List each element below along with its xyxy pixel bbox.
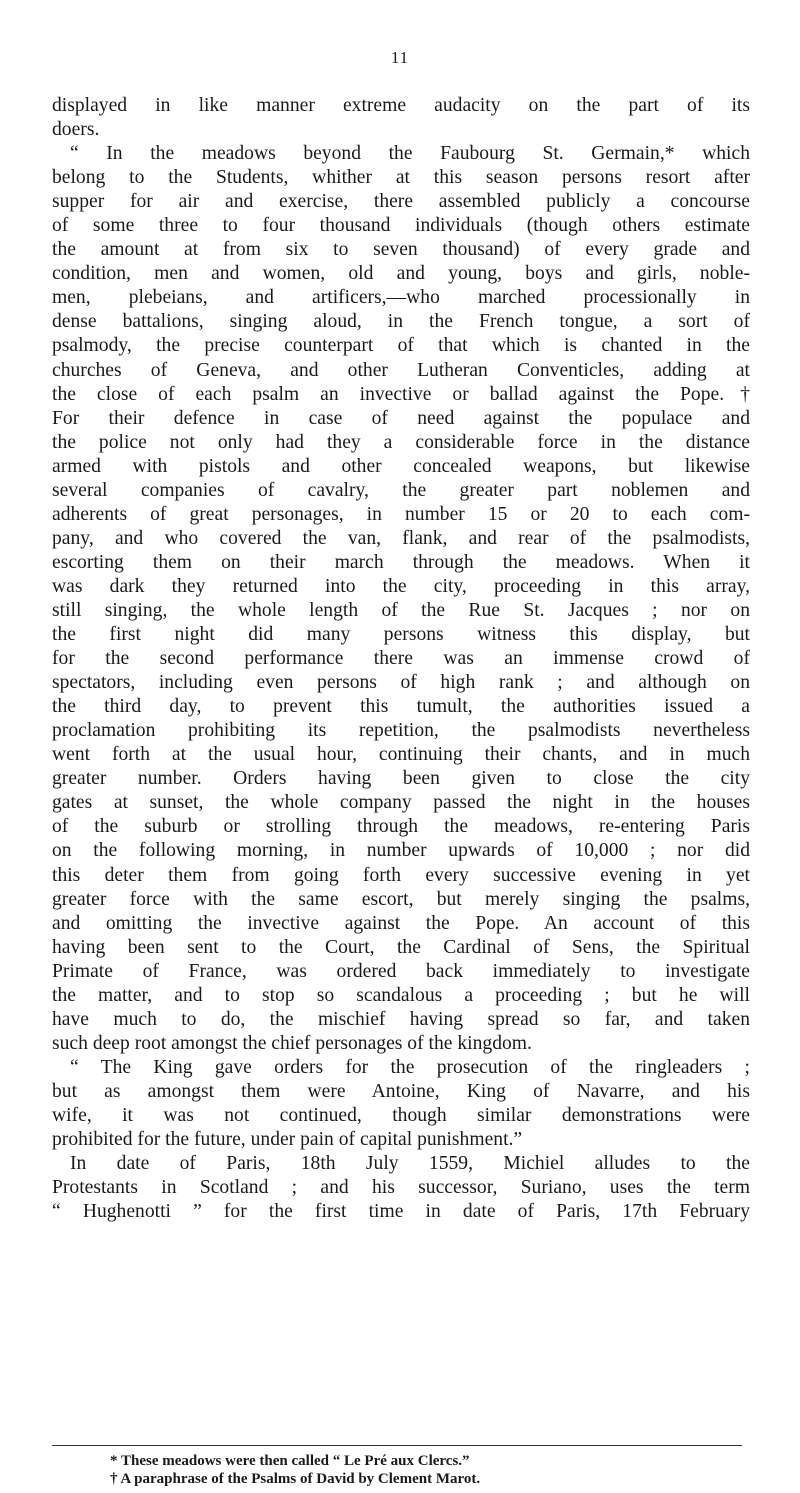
text-line: went forth at the usual hour, continuing their chants, and in much xyxy=(52,744,750,766)
text-line: “ In the meadows beyond the Faubourg St. Germain,* which xyxy=(70,143,750,165)
text-line: proclamation prohibiting its repetition, the psalmodists nevertheless xyxy=(52,720,750,742)
text-line: “ Hughenotti ” for the first time in date of Paris, 17th February xyxy=(52,1201,750,1223)
text-line: the amount at from six to seven thousand) of every grade and xyxy=(52,239,750,261)
text-line: having been sent to the Court, the Cardinal of Sens, the Spiritual xyxy=(52,936,750,958)
text-line: pany, and who covered the van, flank, and rear of the psalmodists, xyxy=(52,527,750,549)
text-line: prohibited for the future, under pain of capital punishment.” xyxy=(52,1129,523,1151)
text-line: of some three to four thousand individuals (though others estimate xyxy=(52,215,750,237)
text-line: condition, men and women, old and young, boys and girls, noble- xyxy=(52,263,750,285)
text-line: still singing, the whole length of the Rue St. Jacques ; nor on xyxy=(52,599,750,621)
text-line: gates at sunset, the whole company passed the night in the houses xyxy=(52,792,750,814)
text-line: Primate of France, was ordered back immediately to investigate xyxy=(52,960,750,982)
text-line: Protestants in Scotland ; and his successor, Suriano, uses the term xyxy=(52,1177,750,1199)
text-line: churches of Geneva, and other Lutheran Conventicles, adding at xyxy=(52,359,750,381)
body-text xyxy=(52,94,750,1224)
text-line: men, plebeians, and artificers,—who marched processionally in xyxy=(52,287,750,309)
text-line: on the following morning, in number upwards of 10,000 ; nor did xyxy=(52,840,750,862)
text-line: dense battalions, singing aloud, in the French tongue, a sort of xyxy=(52,311,750,333)
text-line: the matter, and to stop so scandalous a proceeding ; but he will xyxy=(52,984,750,1006)
page-number: 11 xyxy=(390,48,410,67)
text-line: have much to do, the mischief having spread so far, and taken xyxy=(52,1008,750,1030)
text-line: spectators, including even persons of high rank ; and although on xyxy=(52,672,750,694)
text-line: this deter them from going forth every successive evening in yet xyxy=(52,864,750,886)
text-line: was dark they returned into the city, proceeding in this array, xyxy=(52,575,750,597)
text-line: the police not only had they a considerable force in the distance xyxy=(52,431,750,453)
text-line: In date of Paris, 18th July 1559, Michiel alludes to the xyxy=(70,1153,750,1175)
footnotes xyxy=(52,1452,750,1488)
text-line: For their defence in case of need against the populace and xyxy=(52,407,750,429)
text-line: of the suburb or strolling through the meadows, re-entering Paris xyxy=(52,816,750,838)
text-line: “ The King gave orders for the prosecution of the ringleaders ; xyxy=(70,1056,750,1078)
text-line: the close of each psalm an invective or ballad against the Pope.† xyxy=(52,383,750,405)
text-line: several companies of cavalry, the greater part noblemen and xyxy=(52,479,750,501)
text-line: supper for air and exercise, there assembled publicly a concourse xyxy=(52,191,750,213)
text-line: escorting them on their march through the meadows. When it xyxy=(52,551,750,573)
footnote-1: * These meadows were then called “ Le Pré aux Clercs.” xyxy=(110,1453,470,1469)
text-line: but as amongst them were Antoine, King of Navarre, and his xyxy=(52,1080,750,1102)
text-line: displayed in like manner extreme audacity on the part of its xyxy=(52,95,750,116)
text-line: armed with pistols and other concealed weapons, but likewise xyxy=(52,455,750,477)
text-line: greater number. Orders having been given to close the city xyxy=(52,768,750,790)
footnote-2: † A paraphrase of the Psalms of David by Clement Marot. xyxy=(110,1471,481,1487)
text-line: belong to the Students, whither at this season persons resort after xyxy=(52,167,750,189)
text-line: psalmody, the precise counterpart of that which is chanted in the xyxy=(52,335,750,357)
text-line: doers. xyxy=(52,119,100,141)
text-line: for the second performance there was an immense crowd of xyxy=(52,648,750,670)
text-line: the first night did many persons witness this display, but xyxy=(52,624,750,646)
text-line: the third day, to prevent this tumult, the authorities issued a xyxy=(52,696,750,718)
footnote-divider xyxy=(52,1445,742,1446)
text-line: such deep root amongst the chief personages of the kingdom. xyxy=(52,1032,532,1054)
text-line: greater force with the same escort, but merely singing the psalms, xyxy=(52,888,750,910)
text-line: adherents of great personages, in number 15 or 20 to each com- xyxy=(52,503,750,525)
text-line: wife, it was not continued, though similar demonstrations were xyxy=(52,1104,750,1126)
text-line: and omitting the invective against the Pope. An account of this xyxy=(52,912,750,934)
